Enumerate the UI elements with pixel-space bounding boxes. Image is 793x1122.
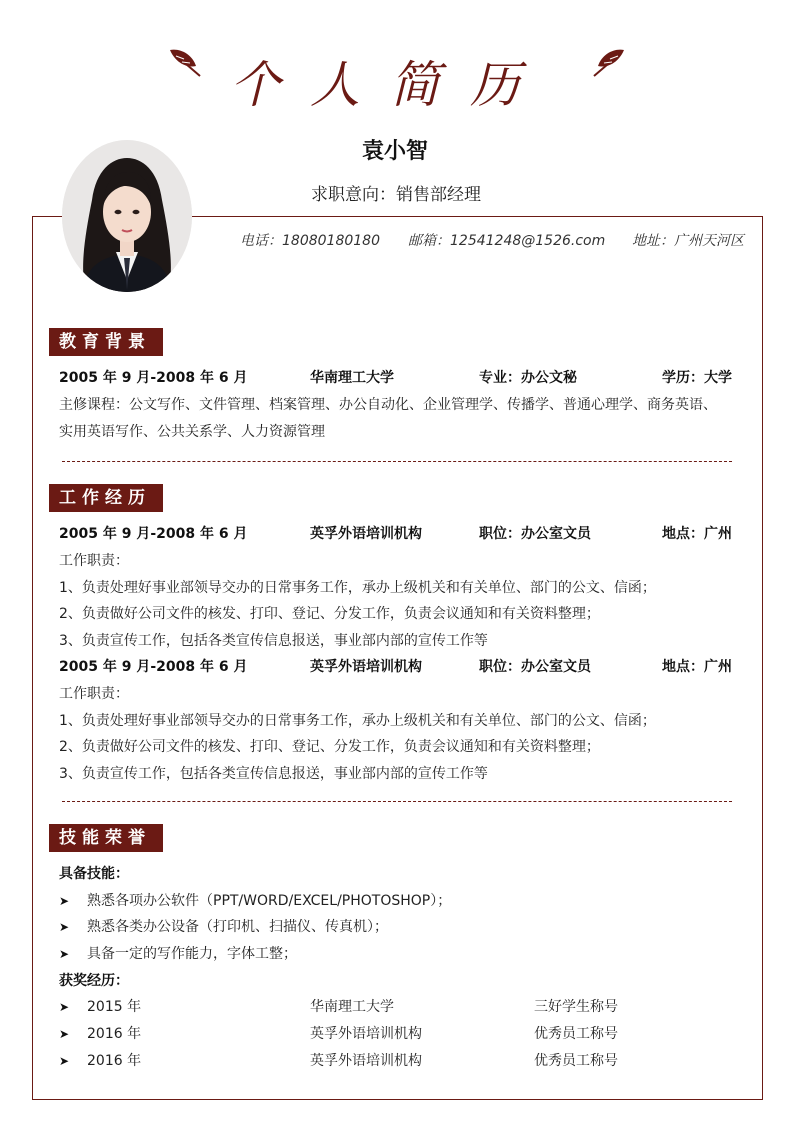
job-period: 2005 年 9 月-2008 年 6 月 xyxy=(59,526,248,542)
page-title: 个人简历 xyxy=(230,56,550,114)
section-heading-work: 工作经历 xyxy=(49,484,163,512)
job-location: 地点：广州 xyxy=(662,526,732,542)
job-duty: 2、负责做好公司文件的核发、打印、登记、分发工作，负责会议通知和有关资料整理； xyxy=(59,739,600,755)
award-org: 英孚外语培训机构 xyxy=(310,1053,422,1069)
leaf-icon xyxy=(588,46,628,80)
arrow-bullet-icon: ➤ xyxy=(59,894,70,908)
job-duty: 2、负责做好公司文件的核发、打印、登记、分发工作，负责会议通知和有关资料整理； xyxy=(59,606,600,622)
contact-address: 地址：广州天河区 xyxy=(632,233,744,249)
job-duty-title: 工作职责： xyxy=(59,553,129,569)
section-heading-skills: 技能荣誉 xyxy=(49,824,163,852)
skill-item: 熟悉各类办公设备（打印机、扫描仪、传真机）； xyxy=(87,919,388,935)
job-duty: 1、负责处理好事业部领导交办的日常事务工作，承办上级机关和有关单位、部门的公文、信函； xyxy=(59,580,656,596)
job-location: 地点：广州 xyxy=(662,659,732,675)
arrow-bullet-icon: ➤ xyxy=(59,920,70,934)
education-courses-cont: 实用英语写作、公共关系学、人力资源管理 xyxy=(59,424,325,440)
education-period: 2005 年 9 月-2008 年 6 月 xyxy=(59,370,248,386)
job-position: 职位：办公室文员 xyxy=(479,526,591,542)
job-company: 英孚外语培训机构 xyxy=(310,526,422,542)
job-duty: 1、负责处理好事业部领导交办的日常事务工作，承办上级机关和有关单位、部门的公文、信函； xyxy=(59,713,656,729)
section-heading-education: 教育背景 xyxy=(49,328,163,356)
arrow-bullet-icon: ➤ xyxy=(59,1054,70,1068)
skill-item: 熟悉各项办公软件（PPT/WORD/EXCEL/PHOTOSHOP）； xyxy=(87,893,452,909)
contact-email: 邮箱：12541248@1526.com xyxy=(408,233,606,249)
award-year: 2015 年 xyxy=(87,999,142,1015)
award-org: 华南理工大学 xyxy=(310,999,394,1015)
job-duty-title: 工作职责： xyxy=(59,686,129,702)
job-company: 英孚外语培训机构 xyxy=(310,659,422,675)
arrow-bullet-icon: ➤ xyxy=(59,947,70,961)
awards-title: 获奖经历： xyxy=(59,973,129,989)
award-year: 2016 年 xyxy=(87,1053,142,1069)
portrait-photo xyxy=(62,140,192,292)
candidate-name: 袁小智 xyxy=(361,139,428,164)
skills-title: 具备技能： xyxy=(59,866,129,882)
award-org: 英孚外语培训机构 xyxy=(310,1026,422,1042)
award-honor: 优秀员工称号 xyxy=(534,1026,618,1042)
education-school: 华南理工大学 xyxy=(310,370,394,386)
job-period: 2005 年 9 月-2008 年 6 月 xyxy=(59,659,248,675)
arrow-bullet-icon: ➤ xyxy=(59,1027,70,1041)
job-duty: 3、负责宣传工作，包括各类宣传信息报送，事业部内部的宣传工作等 xyxy=(59,633,488,649)
award-honor: 三好学生称号 xyxy=(534,999,618,1015)
job-position: 职位：办公室文员 xyxy=(479,659,591,675)
skill-item: 具备一定的写作能力，字体工整； xyxy=(87,946,297,962)
job-intent: 求职意向：销售部经理 xyxy=(311,185,481,205)
education-degree: 学历：大学 xyxy=(662,370,732,386)
award-honor: 优秀员工称号 xyxy=(534,1053,618,1069)
title-banner xyxy=(0,44,793,116)
divider xyxy=(62,801,732,802)
education-courses: 主修课程：公文写作、文件管理、档案管理、办公自动化、企业管理学、传播学、普通心理学、商务英语、 xyxy=(59,397,717,413)
arrow-bullet-icon: ➤ xyxy=(59,1000,70,1014)
avatar xyxy=(62,140,192,292)
leaf-icon xyxy=(166,46,206,80)
contact-phone: 电话：18080180180 xyxy=(240,233,380,249)
job-duty: 3、负责宣传工作，包括各类宣传信息报送，事业部内部的宣传工作等 xyxy=(59,766,488,782)
award-year: 2016 年 xyxy=(87,1026,142,1042)
education-major: 专业：办公文秘 xyxy=(479,370,577,386)
divider xyxy=(62,461,732,462)
